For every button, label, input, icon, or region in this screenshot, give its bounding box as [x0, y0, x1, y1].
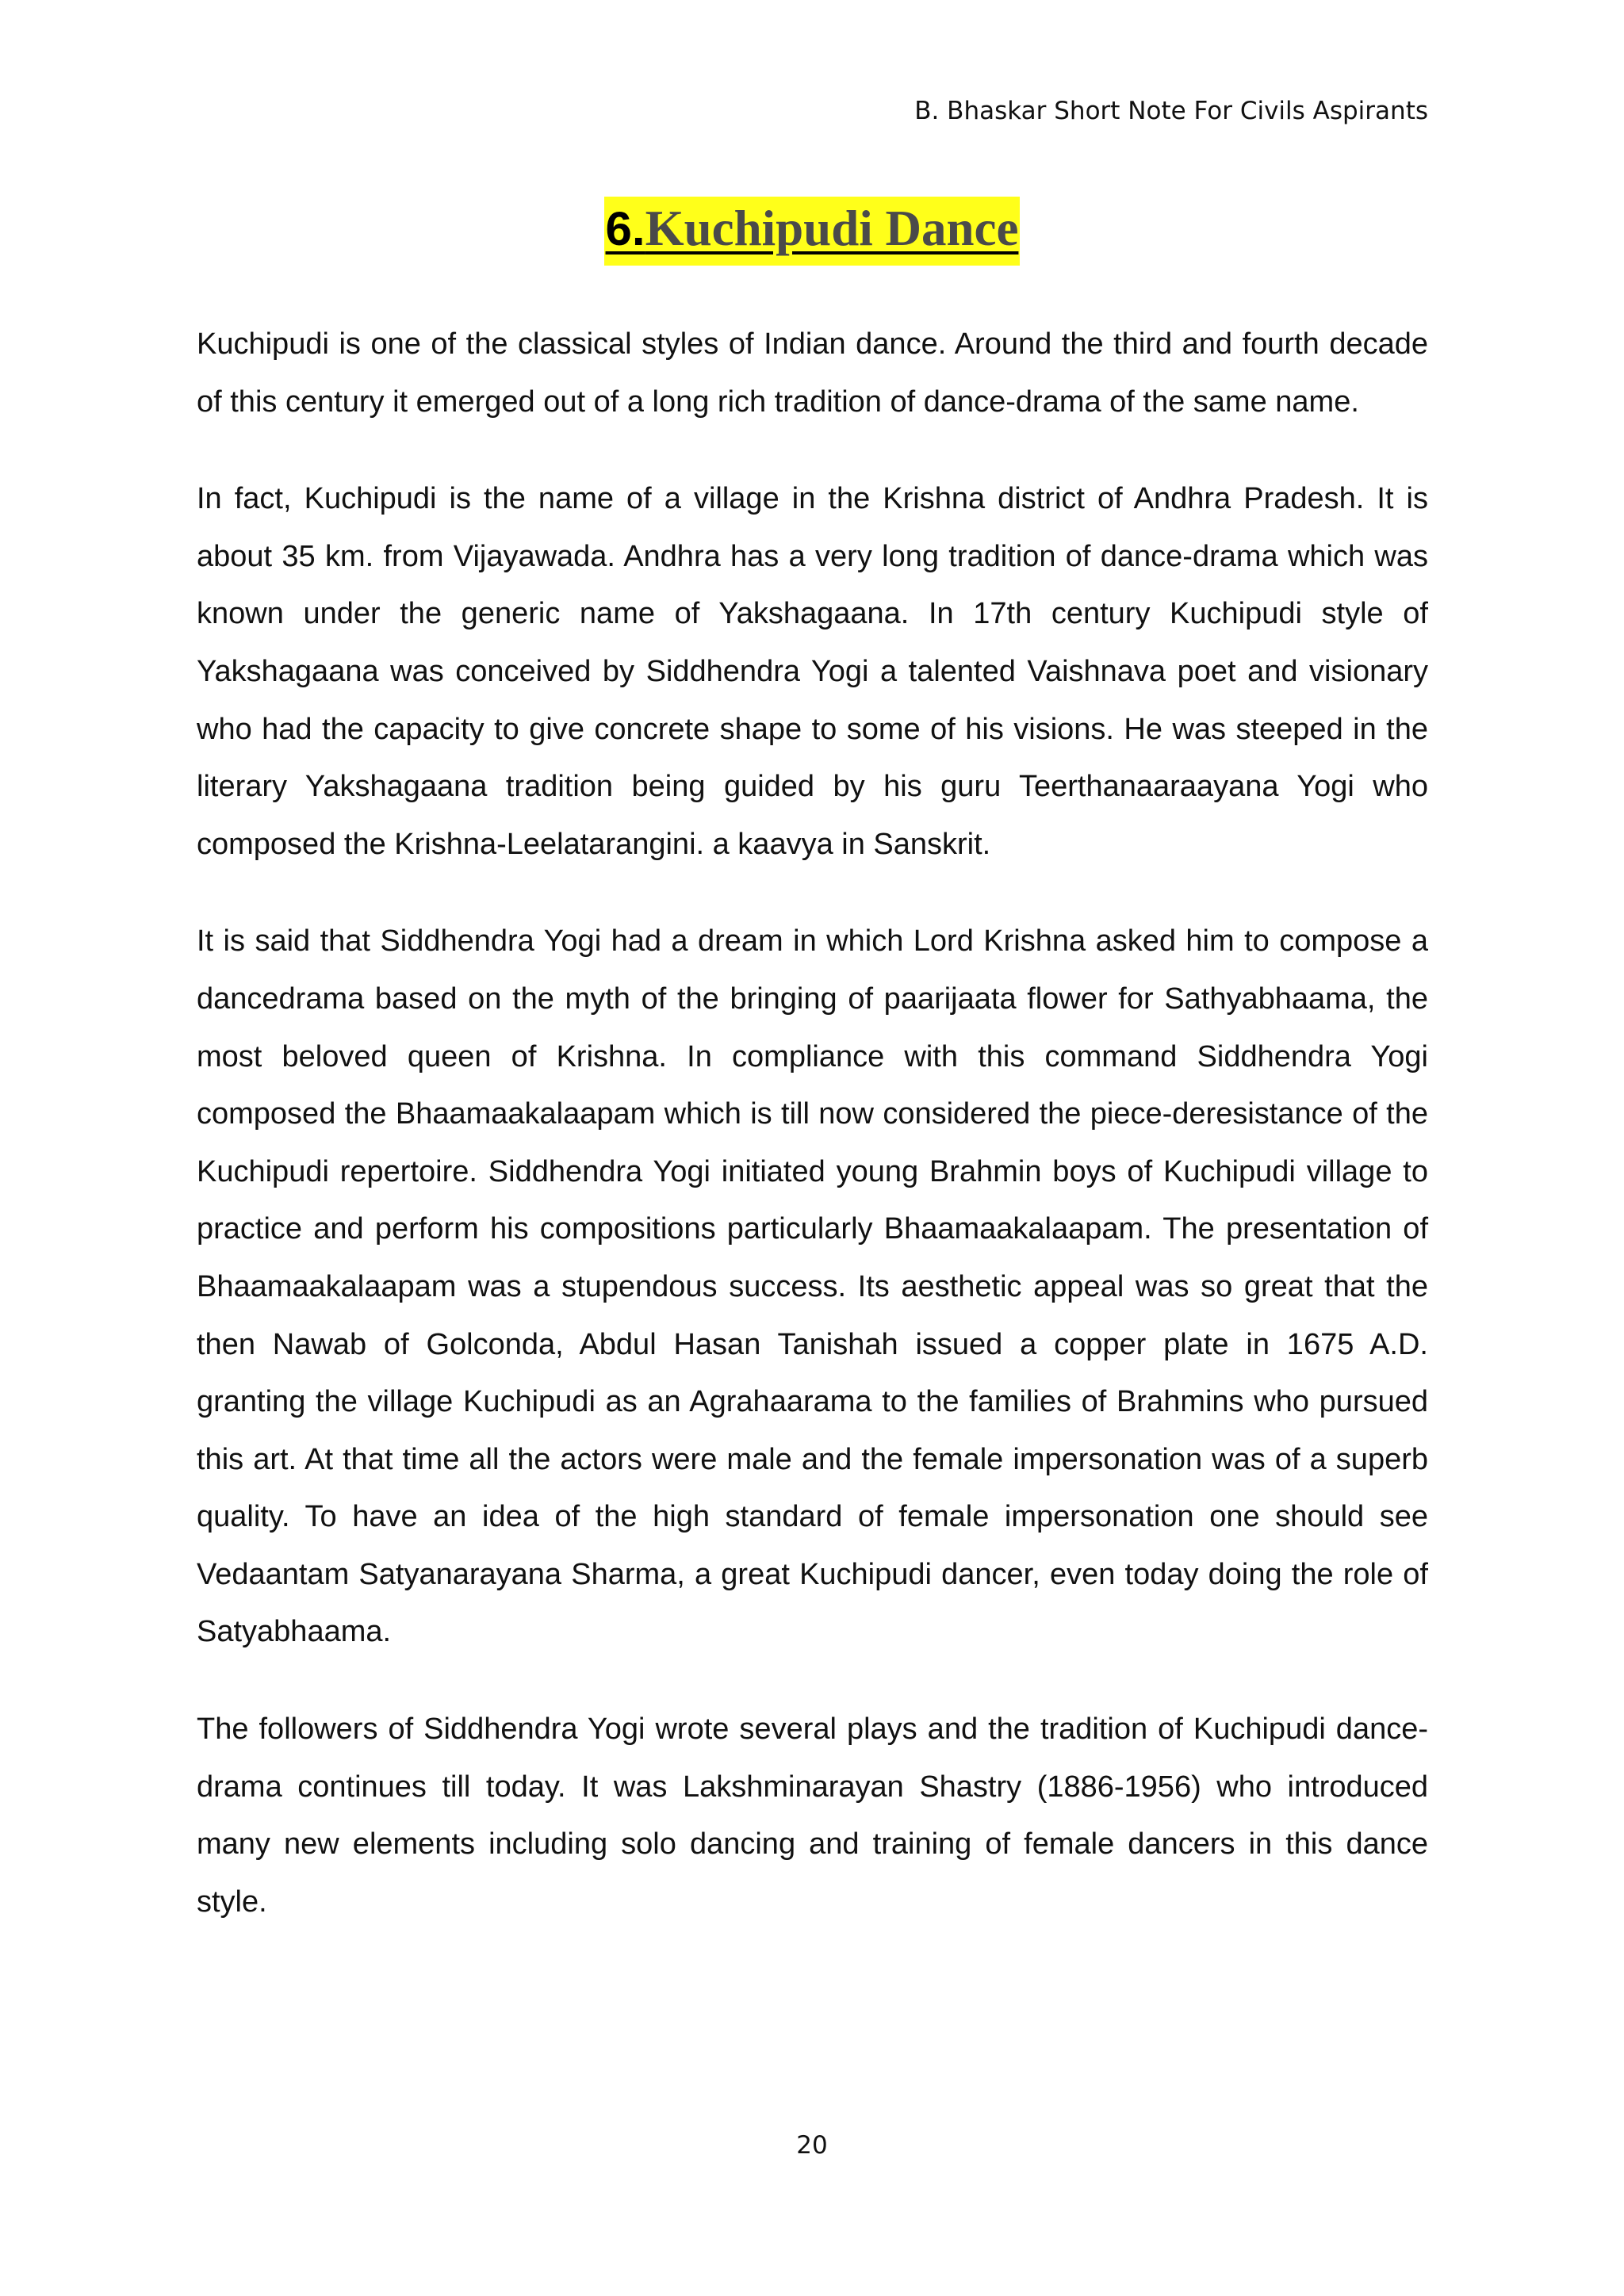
- section-number: 6.: [605, 202, 645, 255]
- paragraph-siddhendra-yogi: It is said that Siddhendra Yogi had a dream in which Lord Krishna asked him to compose a dancedrama based on the myth of the bringing of paarijaata flower for Sathyabhaama, the most beloved queen of Krishna. In compliance with this command Siddhendra Yogi composed the Bhaamaakalaapam which is till now considered the piece-deresistance of the Kuchipudi repertoire. Siddhendra Yogi initiated young Brahmin boys of Kuchipudi village to practice and perform his compositions particularly Bhaamaakalaapam. The presentation of Bhaamaakalaapam was a stupendous success. Its aesthetic appeal was so great that the then Nawab of Golconda, Abdul Hasan Tanishah issued a copper plate in 1675 A.D. granting the village Kuchipudi as an Agrahaarama to the families of Brahmins who pursued this art. At that time all the actors were male and the female impersonation was of a superb quality. To have an idea of the high standard of female impersonation one should see Vedaantam Satyanarayana Sharma, a great Kuchipudi dancer, even today doing the role of Satyabhaama.: [197, 924, 1428, 1649]
- paragraph-village-origin: In fact, Kuchipudi is the name of a village in the Krishna district of Andhra Pradesh. It is about 35 km. from Vijayawada. Andhra has a very long tradition of dance-drama which was known under the generic name of Yakshagaana. In 17th century Kuchipudi style of Yakshagaana was conceived by Siddhendra Yogi a talented Vaishnava poet and visionary who had the capacity to give concrete shape to some of his visions. He was steeped in the literary Yakshagaana tradition being guided by his guru Teerthanaaraayana Yogi who composed the Krishna-Leelatarangini. a kaavya in Sanskrit.: [197, 482, 1428, 861]
- title-block: [0, 197, 1624, 266]
- body-text: [197, 316, 1428, 1970]
- section-title-text: Kuchipudi Dance: [645, 201, 1019, 256]
- paragraph-intro: Kuchipudi is one of the classical styles of Indian dance. Around the third and fourth decade of this century it emerged out of a long rich tradition of dance-drama of the same name.: [197, 327, 1428, 419]
- page-number: 20: [796, 2131, 828, 2160]
- paragraph-tradition: The followers of Siddhendra Yogi wrote several plays and the tradition of Kuchipudi dance-drama continues till today. It was Lakshminarayan Shastry (1886-1956) who introduced many new elements including solo dancing and training of female dancers in this dance style.: [197, 1712, 1428, 1919]
- running-header: B. Bhaskar Short Note For Civils Aspirants: [914, 97, 1428, 125]
- page-title: [604, 197, 1021, 266]
